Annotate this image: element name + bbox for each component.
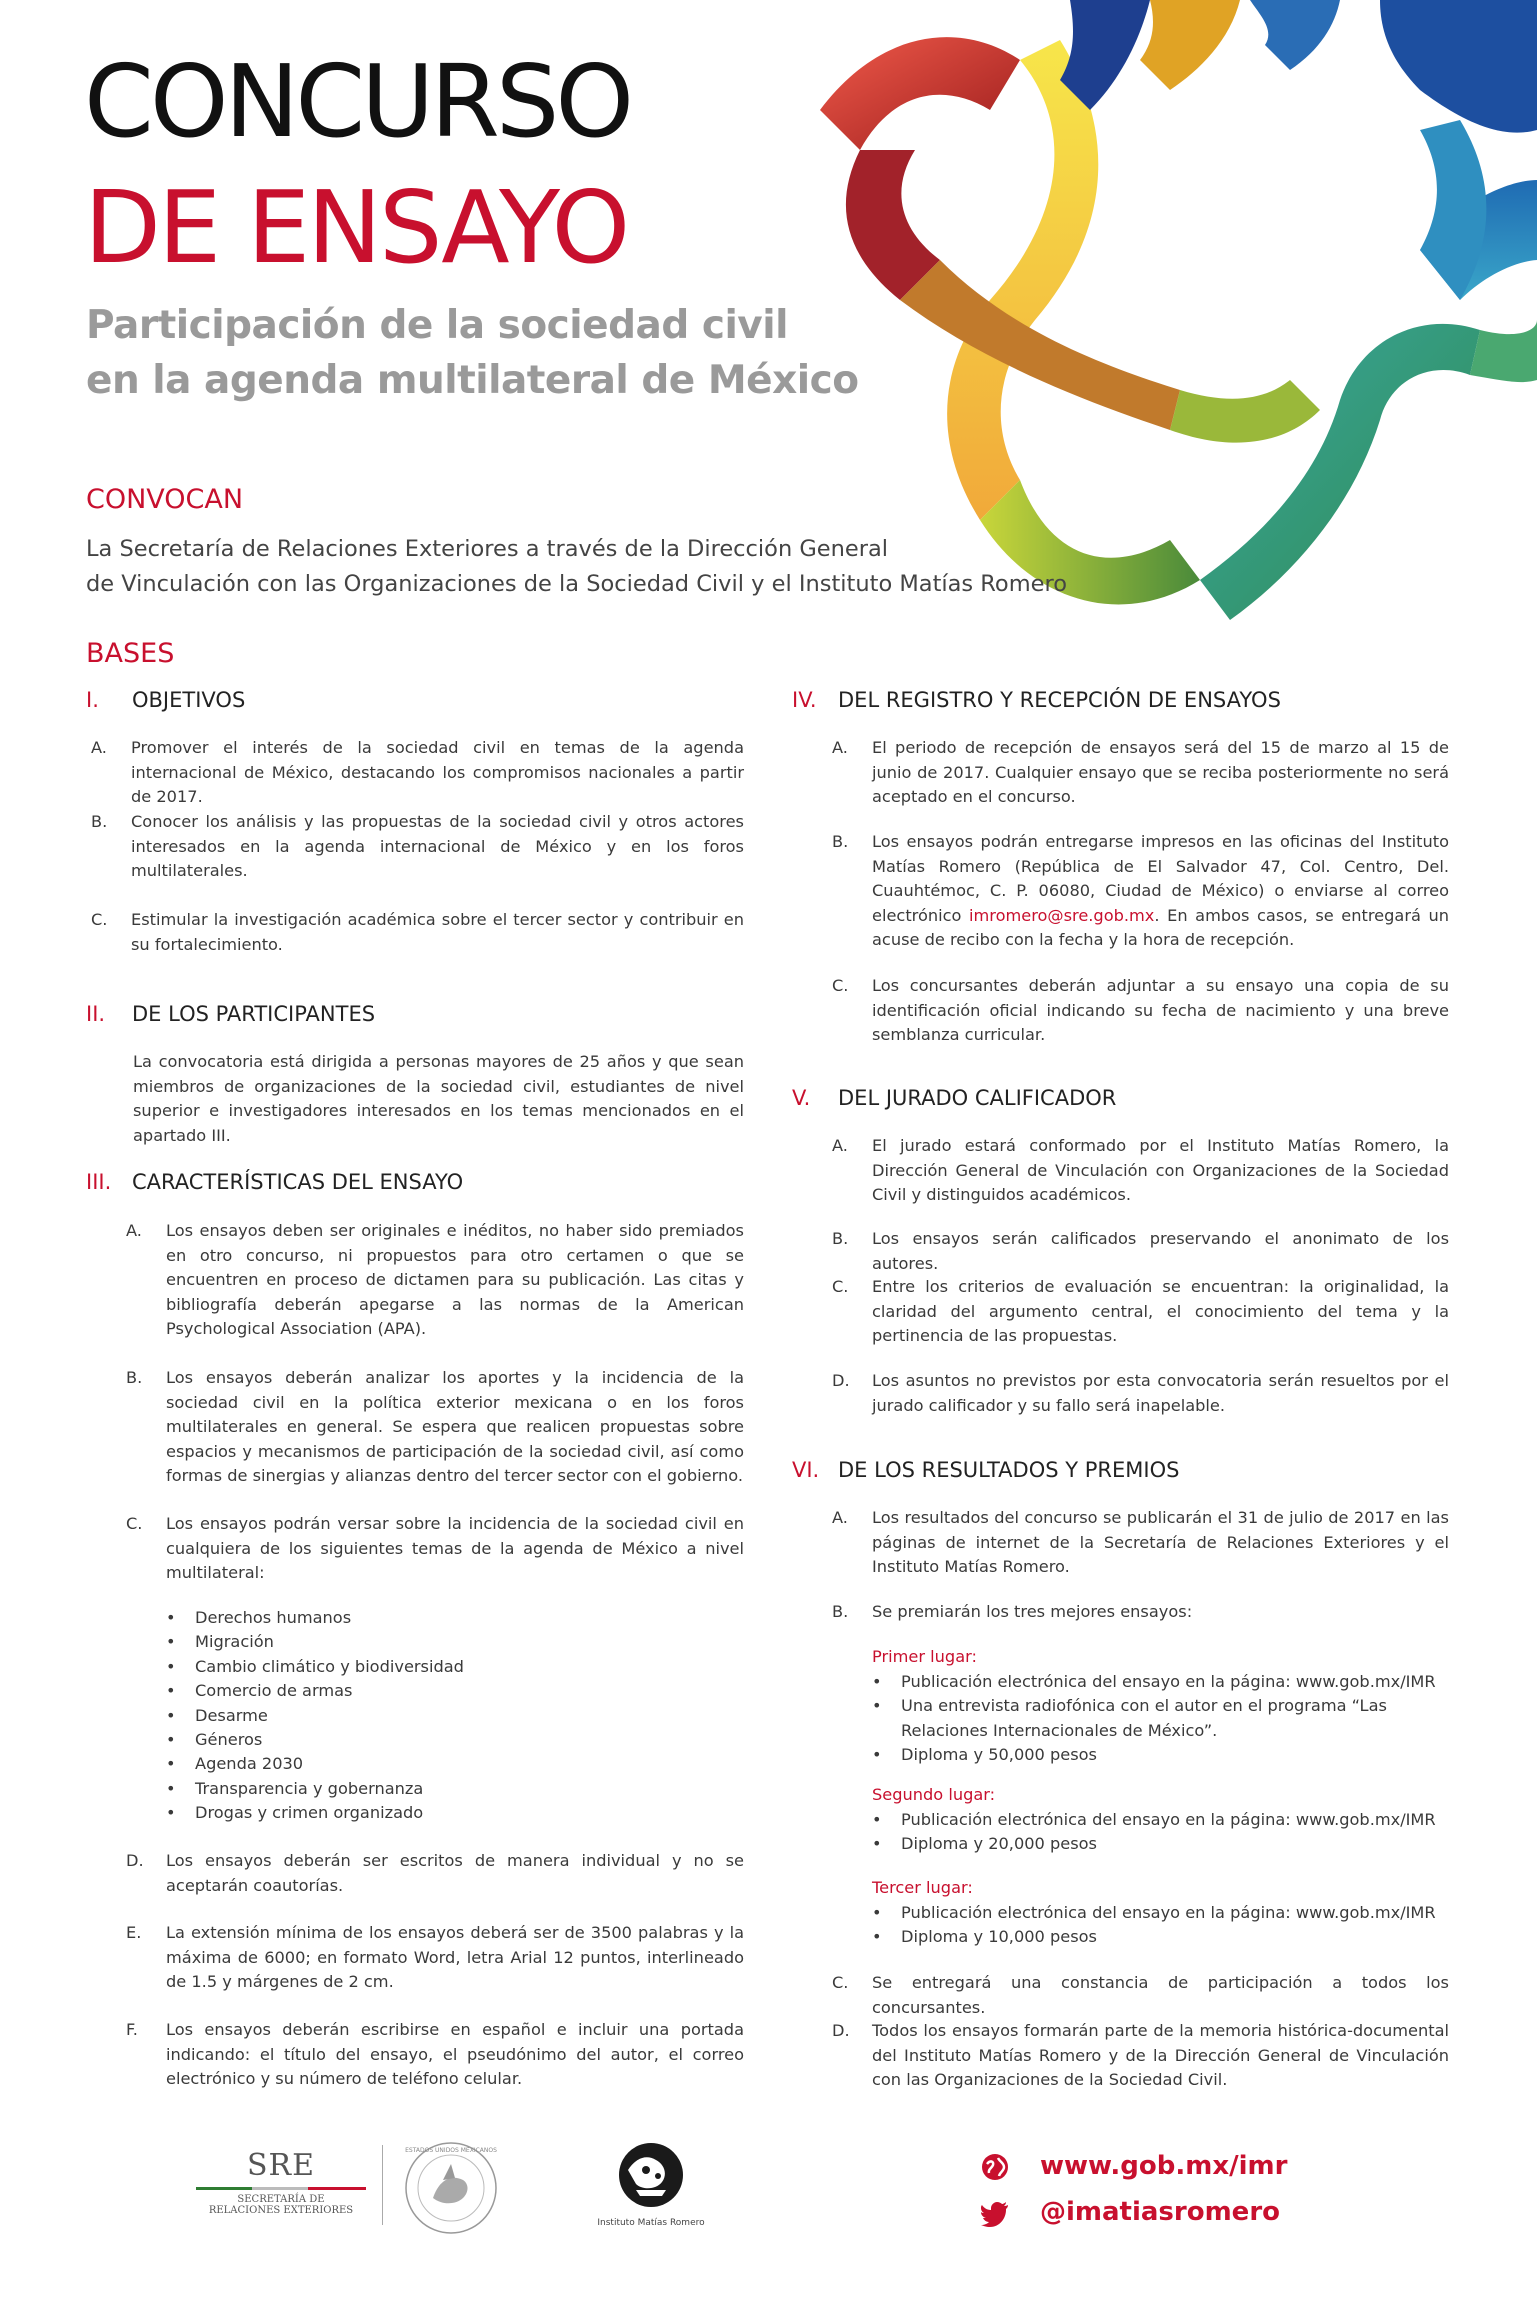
section-title: OBJETIVOS [132,688,246,712]
prize-item: • Publicación electrónica del ensayo en la página: www.gob.mx/IMR [872,1808,1449,1832]
section-number: VI. [792,1458,820,1482]
item-text: Promover el interés de la sociedad civil en temas de la agenda internacional de México, destacando los compromisos nacionales a partir de 2017. [131,738,744,807]
section-number: IV. [792,688,817,712]
section-title: DE LOS RESULTADOS Y PREMIOS [838,1458,1180,1482]
item-letter: C. [832,1277,849,1296]
item-text: Los concursantes deberán adjuntar a su ensayo una copia de su identificación oficial indicando su fecha de nacimiento y una breve semblanza curricular. [872,976,1449,1045]
objetivo-c [91,908,744,957]
topic-item: • Géneros [166,1728,726,1752]
item-text: Todos los ensayos formarán parte de la memoria histórica-documental del Instituto Matías Romero y de la Dirección General de Vinculación con las Organizaciones de la Sociedad Civil. [872,2021,1449,2090]
third-place-list [872,1901,1449,1950]
item-text: Los asuntos no previstos por esta convocatoria serán resueltos por el jurado calificador y su fallo será inapelable. [872,1371,1449,1415]
topics-list [166,1606,726,1826]
prize-item: • Una entrevista radiofónica con el autor en el programa “Las Relaciones Internacionales de México”. [872,1694,1449,1743]
imr-emblem-icon [616,2140,686,2210]
resultados-a [832,1506,1449,1580]
registro-a [832,736,1449,810]
convocan-heading: CONVOCAN [86,484,244,515]
second-place-heading: Segundo lugar: [872,1785,996,1804]
imr-label: Instituto Matías Romero [597,2218,705,2228]
item-text: Los resultados del concurso se publicarán el 31 de julio de 2017 en las páginas de internet de la Secretaría de Relaciones Exteriores y el Instituto Matías Romero. [872,1508,1449,1577]
title-line-1: CONCURSO [84,43,631,160]
item-text: Los ensayos podrán versar sobre la incidencia de la sociedad civil en cualquiera de los siguientes temas de la agenda de México a nivel multilateral: [166,1514,744,1583]
topic-item: • Desarme [166,1704,726,1728]
section-participantes [86,1001,375,1027]
item-text: El periodo de recepción de ensayos será del 15 de marzo al 15 de junio de 2017. Cualquier ensayo que se reciba posteriormente no será aceptado en el concurso. [872,738,1449,807]
first-place-heading: Primer lugar: [872,1647,977,1666]
caracteristica-a [126,1219,744,1342]
caracteristica-b [126,1366,744,1489]
topic-item: • Cambio climático y biodiversidad [166,1655,726,1679]
caracteristica-f [126,2018,744,2092]
item-text: Estimular la investigación académica sobre el tercer sector y contribuir en su fortalecimiento. [131,910,744,954]
resultados-c [832,1971,1449,2020]
objetivo-b [91,810,744,884]
prize-item: • Diploma y 20,000 pesos [872,1832,1449,1856]
sre-logo-line-2: RELACIONES EXTERIORES [208,2205,354,2216]
jurado-c [832,1275,1449,1349]
jurado-d [832,1369,1449,1418]
email-link[interactable]: imromero@sre.gob.mx [969,905,1155,925]
website-link[interactable]: www.gob.mx/imr [1040,2151,1288,2181]
bases-heading: BASES [86,638,175,669]
subtitle-line-2: en la agenda multilateral de México [86,358,859,403]
prize-item: • Diploma y 10,000 pesos [872,1925,1449,1949]
item-text: El jurado estará conformado por el Instituto Matías Romero, la Dirección General de Vinculación con Organizaciones de la Sociedad Civil y distinguidos académicos. [872,1136,1449,1205]
item-text: La extensión mínima de los ensayos deberá ser de 3500 palabras y la máxima de 6000; en formato Word, letra Arial 12 puntos, interlineado de 1.5 y márgenes de 2 cm. [166,1923,744,1992]
section-caracteristicas [86,1169,463,1195]
item-letter: D. [126,1851,144,1870]
item-letter: D. [832,1371,850,1390]
item-text: Los ensayos deberán analizar los aportes y la incidencia de la sociedad civil en la política exterior mexicana o en los foros multilaterales en general. Se espera que realicen propuestas sobre espacios y mecanismos de participación de la sociedad civil, así como formas de sinergias y alianzas dentro del tercer sector con el gobierno. [166,1368,744,1486]
item-text: Los ensayos serán calificados preservando el anonimato de los autores. [872,1229,1449,1273]
item-letter: F. [126,2020,138,2039]
sre-logo-rule [196,2187,366,2190]
item-text: Se premiarán los tres mejores ensayos: [872,1602,1193,1621]
registro-c [832,974,1449,1048]
prize-item: • Publicación electrónica del ensayo en la página: www.gob.mx/IMR [872,1901,1449,1925]
topic-item: • Transparencia y gobernanza [166,1777,726,1801]
resultados-d [832,2019,1449,2093]
twitter-handle[interactable]: @imatiasromero [1040,2197,1281,2227]
item-letter: B. [91,812,108,831]
title-line-2: DE ENSAYO [84,169,628,286]
sre-logo [196,2148,366,2216]
topic-item: • Drogas y crimen organizado [166,1801,726,1825]
item-text: Los ensayos deben ser originales e inéditos, no haber sido premiados en otro concurso, ni propuestos para otro certamen o que se encuentren en proceso de dictamen para su publicación. Las citas y bibliografía deberán apegarse a las normas de la American Psychological Association (APA). [166,1221,744,1339]
resultados-b [832,1600,1449,1625]
item-letter: B. [832,1602,849,1621]
section-title: DE LOS PARTICIPANTES [132,1002,376,1026]
divider [382,2145,383,2225]
jurado-b [832,1227,1449,1276]
item-letter: D. [832,2021,850,2040]
item-letter: C. [832,1973,849,1992]
topic-item: • Derechos humanos [166,1606,726,1630]
item-letter: E. [126,1923,142,1942]
section-title: DEL REGISTRO Y RECEPCIÓN DE ENSAYOS [838,688,1281,712]
caracteristica-c [126,1512,744,1586]
convocan-line-1: La Secretaría de Relaciones Exteriores a través de la Dirección General [86,536,889,562]
item-letter: A. [832,1508,848,1527]
item-letter: C. [126,1514,143,1533]
item-text [872,832,1449,949]
seal-text: ESTADOS UNIDOS MEXICANOS [405,2147,497,2154]
item-letter: A. [832,1136,848,1155]
topic-item: • Agenda 2030 [166,1752,726,1776]
registro-b-text-2: . En ambos casos, se entregará un acuse de recibo con la fecha y la hora de recepción. [872,905,1449,950]
item-letter: B. [126,1368,143,1387]
subtitle [86,298,859,408]
convocan-text [86,532,1086,602]
caracteristica-e [126,1921,744,1995]
section-title: DEL JURADO CALIFICADOR [838,1086,1117,1110]
section-objetivos [86,687,245,713]
topic-item: • Comercio de armas [166,1679,726,1703]
mexico-seal-icon [403,2140,499,2236]
item-letter: C. [91,910,108,929]
third-place-heading: Tercer lugar: [872,1878,973,1897]
registro-b [832,830,1449,953]
imr-logo [586,2140,716,2228]
section-title: CARACTERÍSTICAS DEL ENSAYO [132,1170,464,1194]
item-letter: B. [832,832,849,851]
item-letter: A. [126,1221,142,1240]
registro-b-text-1: Los ensayos podrán entregarse impresos en las oficinas del Instituto Matías Romero (República de El Salvador 47, Col. Centro, Del. Cuauhtémoc, C. P. 06080, Ciudad de México) o enviarse al correo electrónico [872,832,1449,925]
objetivo-a [91,736,744,810]
section-number: III. [86,1170,112,1194]
twitter-icon [980,2198,1010,2228]
item-text: Conocer los análisis y las propuestas de la sociedad civil y otros actores interesados en la agenda internacional de México y en los foros multilaterales. [131,812,744,881]
section-resultados [792,1457,1179,1483]
second-place-list [872,1808,1449,1857]
prize-item: • Diploma y 50,000 pesos [872,1743,1449,1767]
item-text: Los ensayos deberán escribirse en español e incluir una portada indicando: el título del ensayo, el pseudónimo del autor, el correo electrónico y su número de teléfono celular. [166,2020,744,2089]
sre-logo-text: SRE [246,2148,316,2183]
globe-icon [980,2152,1010,2182]
convocan-line-2: de Vinculación con las Organizaciones de la Sociedad Civil y el Instituto Matías Romero [86,571,1067,597]
caracteristica-d [126,1849,744,1898]
section-number: I. [86,688,99,712]
prize-item: • Publicación electrónica del ensayo en la página: www.gob.mx/IMR [872,1670,1449,1694]
topic-item: • Migración [166,1630,726,1654]
item-text: Se entregará una constancia de participación a todos los concursantes. [872,1973,1449,2017]
item-text: Entre los criterios de evaluación se encuentran: la originalidad, la claridad del argumento central, el conocimiento del tema y la pertinencia de las propuestas. [872,1277,1449,1346]
section-jurado [792,1085,1116,1111]
item-text: Los ensayos deberán ser escritos de manera individual y no se aceptarán coautorías. [166,1851,744,1895]
first-place-list [872,1670,1449,1768]
section-number: II. [86,1002,106,1026]
item-letter: A. [832,738,848,757]
section-number: V. [792,1086,811,1110]
jurado-a [832,1134,1449,1208]
sre-logo-line-1: SECRETARÍA DE [237,2194,325,2205]
subtitle-line-1: Participación de la sociedad civil [86,303,788,348]
item-letter: B. [832,1229,849,1248]
item-letter: C. [832,976,849,995]
participantes-text: La convocatoria está dirigida a personas mayores de 25 años y que sean miembros de organizaciones de la sociedad civil, estudiantes de nivel superior e investigadores interesados en los temas mencionados en el apartado III. [133,1052,744,1145]
item-letter: A. [91,738,107,757]
section-registro [792,687,1281,713]
